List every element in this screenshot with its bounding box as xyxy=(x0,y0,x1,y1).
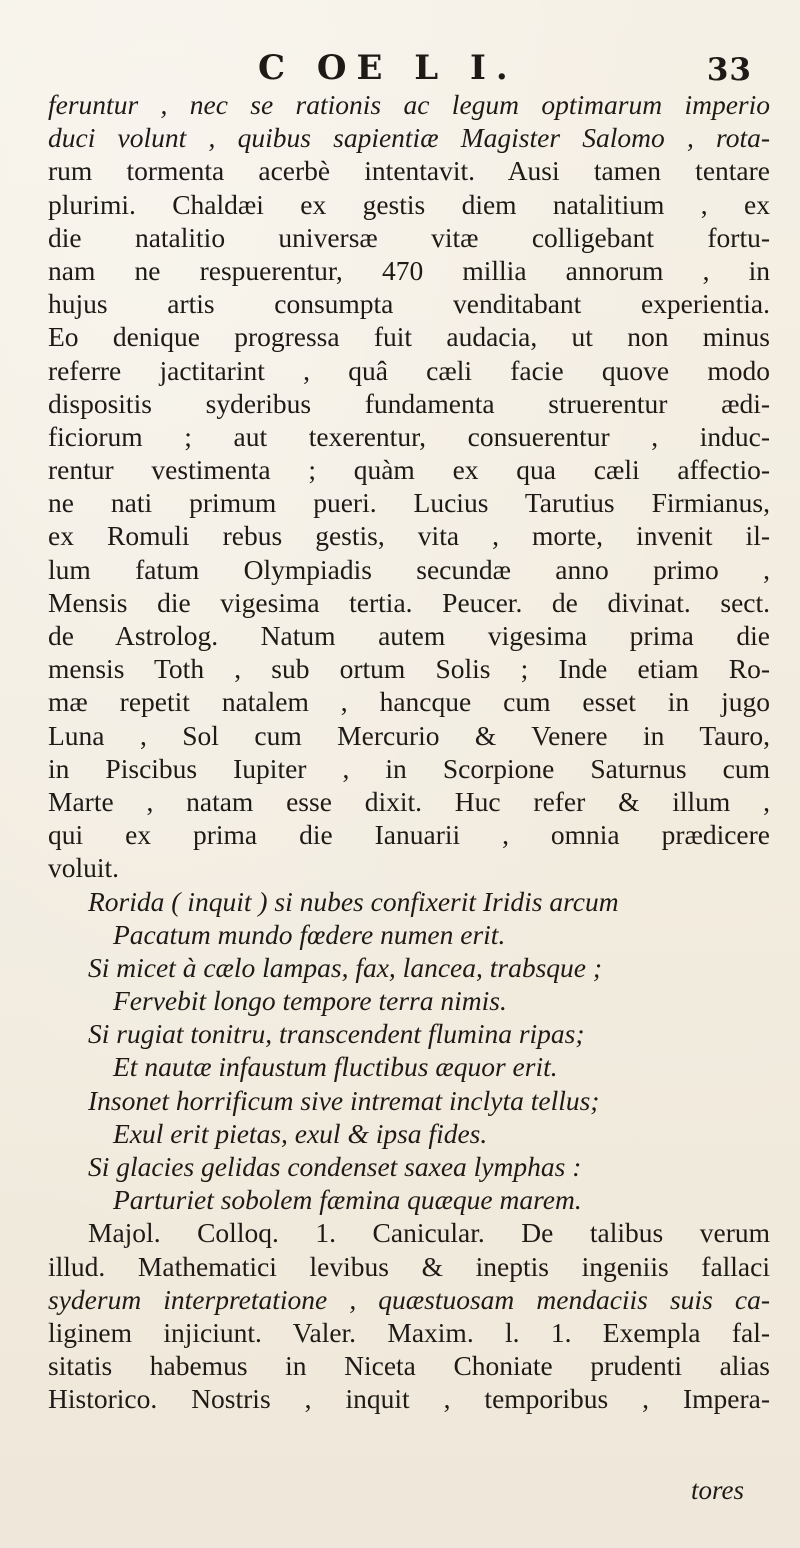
text-line: Parturiet sobolem fæmina quæque marem. xyxy=(113,1184,582,1216)
text-line: Eo denique progressa fuit audacia, ut non minus xyxy=(48,321,770,353)
text-line: in Piscibus Iupiter , in Scorpione Saturnus cum xyxy=(48,752,770,784)
text-line: Historico. Nostris , inquit , temporibus , Impera- xyxy=(48,1383,770,1415)
text-line: referre jactitarint , quâ cæli facie quove modo xyxy=(48,354,770,386)
text-line: Marte , natam esse dixit. Huc refer & illum , xyxy=(48,785,770,817)
text-line: ex Romuli rebus gestis, vita , morte, invenit il- xyxy=(48,520,770,552)
text-line: qui ex prima die Ianuarii , omnia prædicere xyxy=(48,819,770,851)
text-line: lum fatum Olympiadis secundæ anno primo , xyxy=(48,553,770,585)
text-line: Luna , Sol cum Mercurio & Venere in Tauro, xyxy=(48,719,770,751)
text-line: Mensis die vigesima tertia. Peucer. de divinat. sect. xyxy=(48,586,770,618)
text-line: Majol. Colloq. 1. Canicular. De talibus verum xyxy=(88,1217,770,1249)
text-line: ne nati primum pueri. Lucius Tarutius Firmianus, xyxy=(48,487,770,519)
text-line: die natalitio universæ vitæ colligebant fortu- xyxy=(48,221,770,253)
text-line: Si micet à cælo lampas, fax, lancea, trabsque ; xyxy=(88,951,603,983)
text-line: syderum interpretatione , quæstuosam mendaciis suis ca- xyxy=(48,1283,770,1315)
verse-block xyxy=(48,885,770,1217)
text-line: Pacatum mundo fœdere numen erit. xyxy=(113,918,506,950)
text-line: voluit. xyxy=(48,852,120,884)
text-line: Et nautæ infaustum fluctibus æquor erit. xyxy=(113,1051,558,1083)
page-number: 33 xyxy=(706,52,752,88)
text-line: hujus artis consumpta venditabant experientia. xyxy=(48,288,770,320)
text-line: Fervebit longo tempore terra nimis. xyxy=(113,985,507,1017)
catchword: tores xyxy=(691,1475,744,1505)
page-text xyxy=(48,88,770,1416)
text-line: mensis Toth , sub ortum Solis ; Inde etiam Ro- xyxy=(48,653,770,685)
text-line: feruntur , nec se rationis ac legum optimarum imperio xyxy=(48,89,770,120)
text-line: ficiorum ; aut texerentur, consuerentur , induc- xyxy=(48,420,770,452)
text-line: Si glacies gelidas condenset saxea lymphas : xyxy=(88,1151,582,1182)
commentary-block xyxy=(48,1216,770,1415)
text-line: liginem injiciunt. Valer. Maxim. l. 1. Exempla fal- xyxy=(48,1316,770,1348)
text-line: Rorida ( inquit ) si nubes confixerit Iridis arcum xyxy=(88,885,619,917)
text-line: sitatis habemus in Niceta Choniate prudenti alias xyxy=(48,1350,770,1382)
page-header xyxy=(0,46,800,90)
text-line: Exul erit pietas, exul & ipsa fides. xyxy=(113,1117,488,1149)
text-line: mæ repetit natalem , hancque cum esset in jugo xyxy=(48,686,770,718)
text-line: rum tormenta acerbè intentavit. Ausi tamen tentare xyxy=(48,155,770,187)
running-head: C OE L I. xyxy=(258,48,518,88)
text-line: plurimi. Chaldæi ex gestis diem natalitium , ex xyxy=(48,188,770,220)
text-line: Si rugiat tonitru, transcendent flumina ripas; xyxy=(88,1018,585,1050)
text-line: Insonet horrificum sive intremat inclyta tellus; xyxy=(88,1084,600,1116)
text-line: duci volunt , quibus sapientiæ Magister Salomo , rota- xyxy=(48,122,770,154)
text-line: de Astrolog. Natum autem vigesima prima die xyxy=(48,620,770,651)
text-line: dispositis syderibus fundamenta struerentur ædi- xyxy=(48,387,770,419)
text-line: illud. Mathematici levibus & ineptis ingeniis fallaci xyxy=(48,1250,770,1282)
text-line: rentur vestimenta ; quàm ex qua cæli affectio- xyxy=(48,454,770,486)
text-line: nam ne respuerentur, 470 millia annorum , in xyxy=(48,254,770,286)
prose-block xyxy=(48,88,770,885)
